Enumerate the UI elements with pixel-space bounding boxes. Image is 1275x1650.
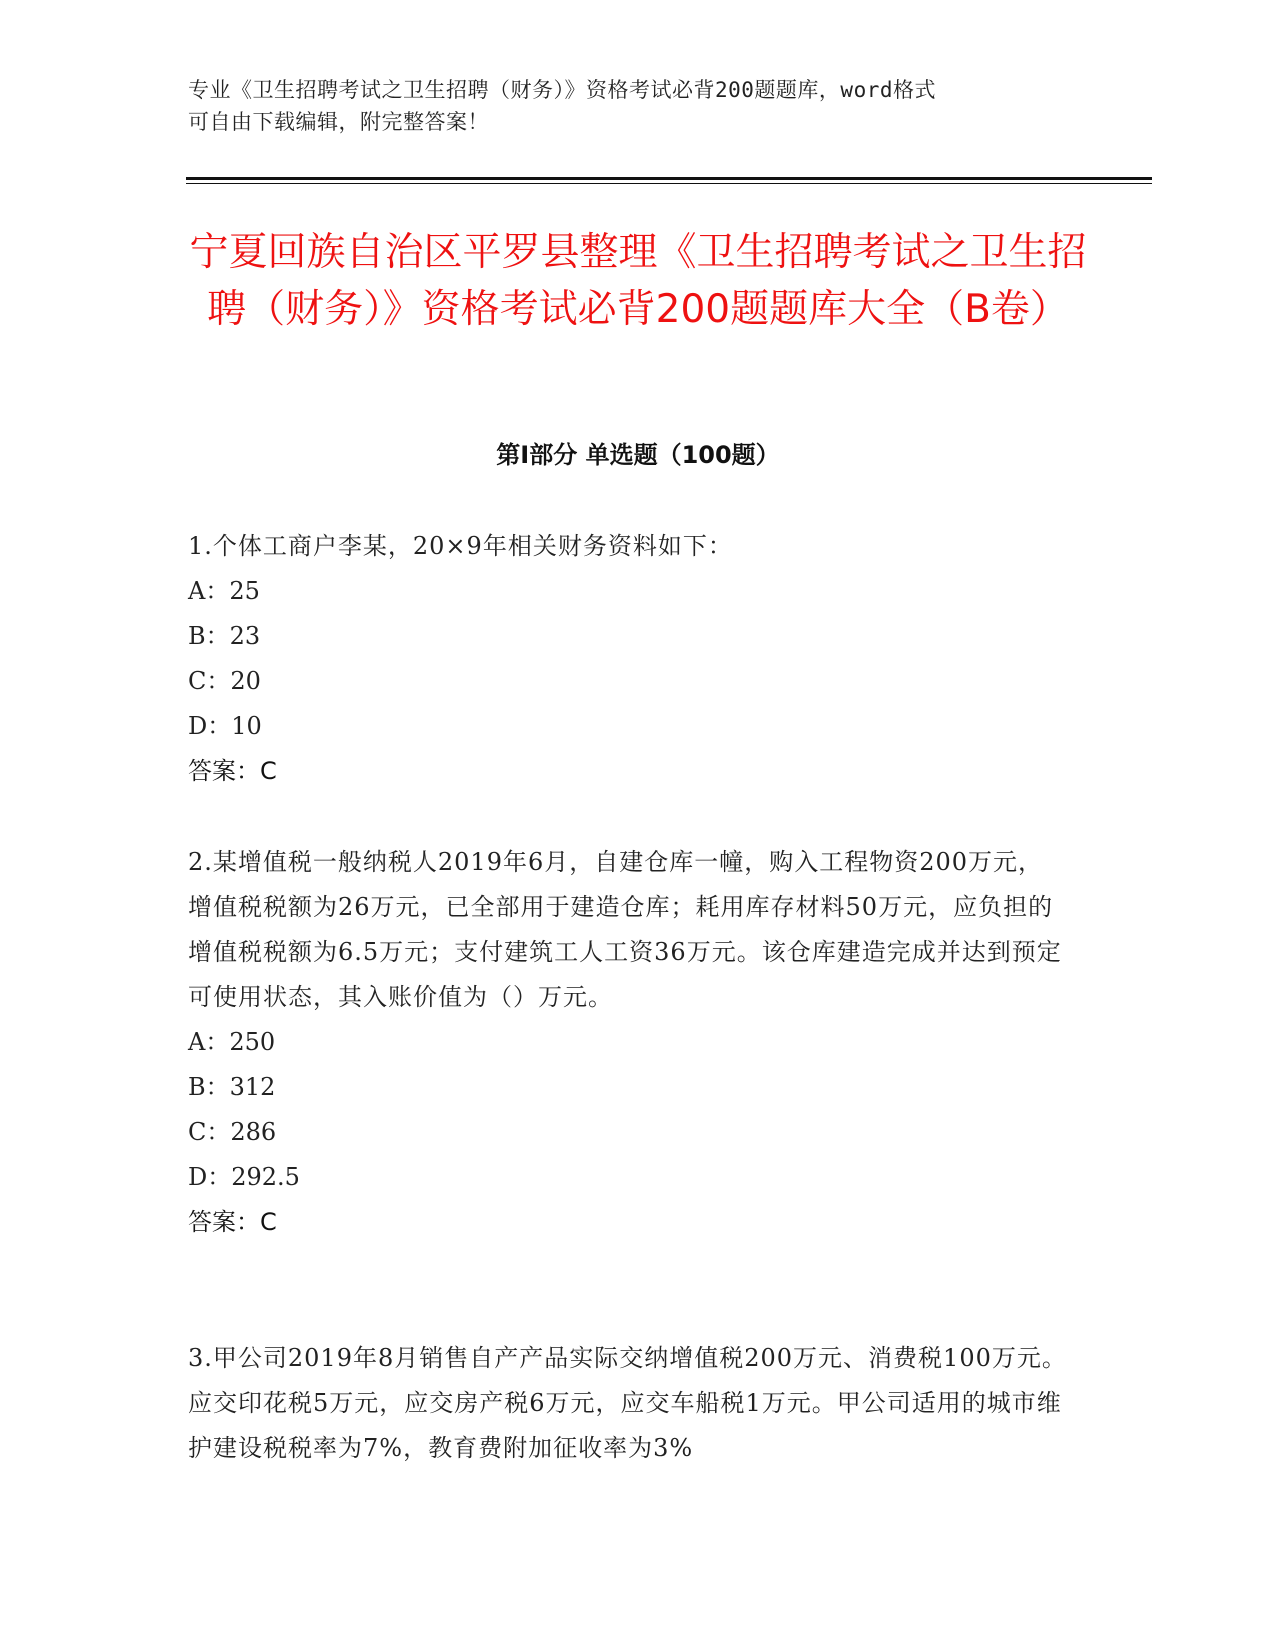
- option-a: A：250: [188, 1028, 276, 1056]
- section-heading: 第Ⅰ部分 单选题（100题）: [496, 441, 780, 469]
- document-title: 宁夏回族自治区平罗县整理《卫生招聘考试之卫生招聘（财务）》资格考试必背200题题库大全（B卷）: [189, 230, 1087, 332]
- question-stem: 3.甲公司2019年8月销售自产产品实际交纳增值税200万元、消费税100万元。应交印花税5万元，应交房产税6万元，应交车船税1万元。甲公司适用的城市维护建设税税率为7%，教育费附加征收率为3%: [188, 1344, 1067, 1462]
- option-d: D：292.5: [188, 1163, 300, 1191]
- header-note: [188, 74, 1068, 138]
- question-stem: 2.某增值税一般纳税人2019年6月，自建仓库一幢，购入工程物资200万元，增值税税额为26万元，已全部用于建造仓库；耗用库存材料50万元，应负担的增值税税额为6.5万元；支付建筑工人工资36万元。该仓库建造完成并达到预定可使用状态，其入账价值为（）万元。: [188, 848, 1062, 1011]
- option-a: A：25: [188, 577, 260, 605]
- question-3: [188, 1336, 1068, 1471]
- answer: 答案：C: [188, 1208, 277, 1236]
- header-rule-thin: [186, 183, 1152, 184]
- option-d: D：10: [188, 712, 262, 740]
- option-c: C：286: [188, 1118, 277, 1146]
- question-stem: 1.个体工商户李某，20×9年相关财务资料如下：: [188, 532, 733, 560]
- header-note-line-1: 专业《卫生招聘考试之卫生招聘（财务）》资格考试必背200题题库，word格式: [188, 78, 936, 102]
- option-c: C：20: [188, 667, 261, 695]
- header-rule-thick: [186, 177, 1152, 180]
- question-2: [188, 840, 1068, 1245]
- question-1: [188, 524, 1068, 794]
- option-b: B：23: [188, 622, 261, 650]
- header-note-line-2: 可自由下载编辑，附完整答案！: [188, 110, 489, 134]
- option-b: B：312: [188, 1073, 276, 1101]
- answer: 答案：C: [188, 757, 277, 785]
